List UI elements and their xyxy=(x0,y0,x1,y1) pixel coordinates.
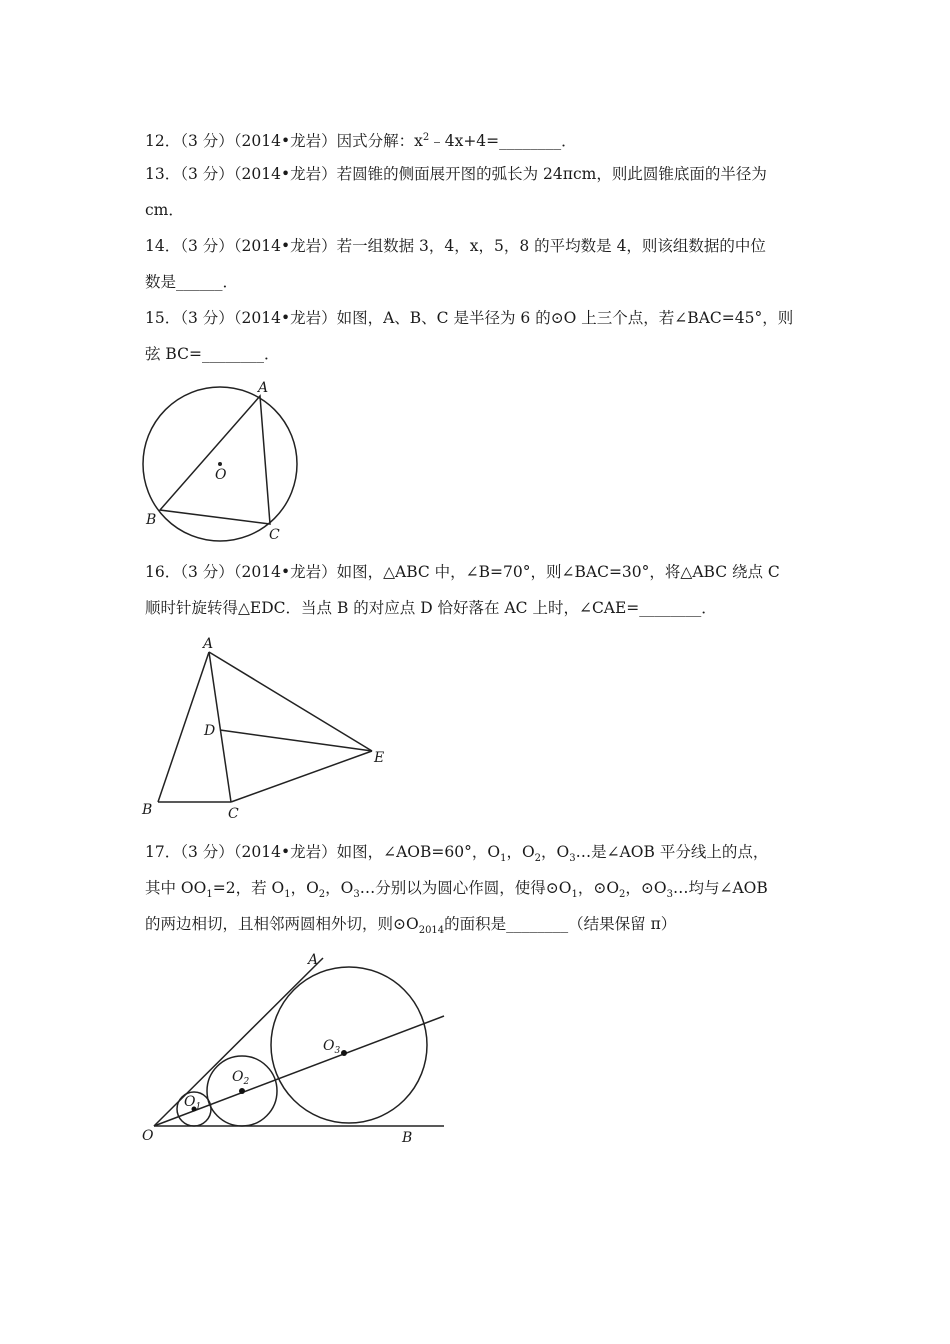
label-a: A xyxy=(258,380,269,396)
center-o3 xyxy=(341,1050,347,1056)
label-o3-main: O xyxy=(323,1038,335,1054)
side-ce xyxy=(231,751,372,802)
label-o: O xyxy=(142,1128,154,1144)
label-b: B xyxy=(146,512,157,528)
q15-circle-figure xyxy=(138,378,308,548)
q17-l2-sub4: 3 xyxy=(353,889,360,901)
question-17-line-2 xyxy=(145,878,768,905)
q17-l2-g: ，⊙O xyxy=(625,879,667,897)
question-13-line-2: cm． xyxy=(145,201,184,219)
label-o1-sub: 1 xyxy=(195,1102,202,1112)
q17-l1-sub3: 3 xyxy=(569,853,576,865)
q17-l2-e: …分别以为圆心作圆，使得⊙O xyxy=(359,879,572,897)
circle-o3 xyxy=(271,967,427,1123)
q17-l2-h: …均与∠AOB xyxy=(673,879,768,897)
q17-l2-sub7: 3 xyxy=(666,889,673,901)
center-point xyxy=(218,462,222,466)
q17-l1-b: ，O xyxy=(506,843,535,861)
label-o1-main: O xyxy=(184,1094,196,1110)
label-o1 xyxy=(184,1094,201,1112)
label-c: C xyxy=(269,527,280,543)
q17-l2-d: ，O xyxy=(325,879,354,897)
question-14-line-2: 数是______． xyxy=(145,273,239,291)
q17-l2-sub1: 1 xyxy=(206,889,213,901)
label-o3-sub: 3 xyxy=(334,1046,341,1056)
question-16-line-2: 顺时针旋转得△EDC．当点 B 的对应点 D 恰好落在 AC 上时，∠CAE=________． xyxy=(145,599,717,617)
q17-l1-sub1: 1 xyxy=(500,853,507,865)
q12-exponent: 2 xyxy=(422,132,430,143)
question-17-line-1 xyxy=(145,842,768,869)
center-o2 xyxy=(239,1088,245,1094)
triangle-abc xyxy=(160,396,270,524)
q17-l2-sub6: 2 xyxy=(619,889,626,901)
question-12 xyxy=(145,128,577,151)
label-b: B xyxy=(142,802,153,818)
question-13-line-1: 13．（3 分）（2014•龙岩）若圆锥的侧面展开图的弧长为 24πcm，则此圆锥底面的半径为 xyxy=(145,165,767,183)
q17-l1-sub2: 2 xyxy=(534,853,542,865)
label-d: D xyxy=(204,723,216,739)
q17-l2-a: 其中 OO xyxy=(145,879,207,897)
question-14-line-1: 14．（3 分）（2014•龙岩）若一组数据 3，4，x，5，8 的平均数是 4，则该组数据的中位 xyxy=(145,237,766,255)
label-o2 xyxy=(232,1069,249,1087)
label-o2-main: O xyxy=(232,1069,244,1085)
q17-l1-d: …是∠AOB 平分线上的点， xyxy=(575,843,769,861)
q17-l1-a: 17．（3 分）（2014•龙岩）如图，∠AOB=60°，O xyxy=(145,843,501,861)
label-o3 xyxy=(323,1038,340,1056)
q17-l2-c: ，O xyxy=(290,879,319,897)
label-e: E xyxy=(374,750,385,766)
label-c: C xyxy=(228,806,239,822)
q17-l2-sub5: 1 xyxy=(571,889,578,901)
q16-triangle-figure xyxy=(138,632,398,824)
q12-text-b: ﹣4x+4=________． xyxy=(429,132,577,151)
label-a: A xyxy=(308,952,319,968)
q17-l3-sub: 2014 xyxy=(418,925,445,937)
label-b: B xyxy=(402,1130,413,1146)
q17-tangent-circles-figure xyxy=(138,948,450,1148)
q17-l2-sub2: 1 xyxy=(284,889,291,901)
label-o: O xyxy=(215,467,227,483)
side-ab xyxy=(158,652,209,802)
q17-l3-a: 的两边相切，且相邻两圆相外切，则⊙O xyxy=(145,915,419,933)
q17-l3-b: 的面积是________（结果保留 π） xyxy=(444,915,677,933)
question-15-line-1: 15．（3 分）（2014•龙岩）如图，A、B、C 是半径为 6 的⊙O 上三个点，若∠BAC=45°，则 xyxy=(145,309,794,327)
q17-l2-b: =2，若 O xyxy=(212,879,285,897)
label-a: A xyxy=(203,636,214,652)
question-17-line-3 xyxy=(145,914,676,941)
q17-l2-f: ，⊙O xyxy=(577,879,620,897)
q12-text-a: 12．（3 分）（2014•龙岩）因式分解：x xyxy=(145,132,423,151)
question-16-line-1: 16．（3 分）（2014•龙岩）如图，△ABC 中，∠B=70°，则∠BAC=30°，将△ABC 绕点 C xyxy=(145,563,780,581)
q17-l2-sub3: 2 xyxy=(318,889,326,901)
label-o2-sub: 2 xyxy=(243,1077,250,1087)
side-de xyxy=(220,730,372,751)
question-15-line-2: 弦 BC=________． xyxy=(145,345,280,363)
q17-l1-c: ，O xyxy=(541,843,570,861)
side-ae xyxy=(209,652,372,751)
